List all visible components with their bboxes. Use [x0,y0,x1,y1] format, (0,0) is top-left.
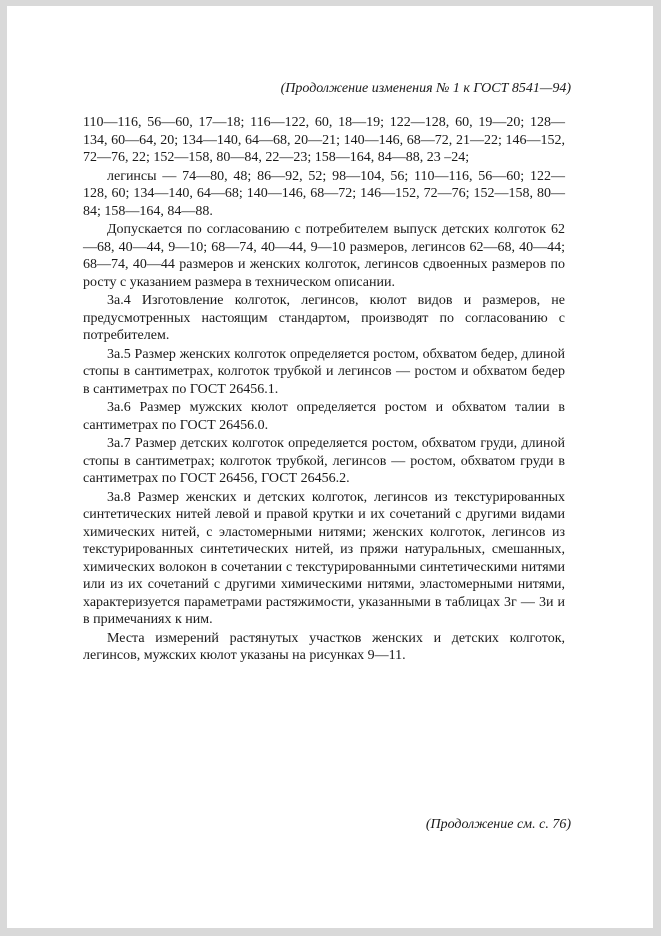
leggings-sizes-paragraph: легинсы — 74—80, 48; 86—92, 52; 98—104, 56; 110—116, 56—60; 122—128, 60; 134—140, 64—68; 140—146, 68—72; 146—152, 72—76; 152—158, 80—84; 158—164, 84—88. [83,168,565,219]
clause-3a5: 3а.5 Размер женских колготок определяется ростом, обхватом бедер, длиной стопы в сантиметрах, колготок трубкой и легинсов — ростом и обхватом бедер в сантиметрах по ГОСТ 26456.1. [83,346,565,397]
document-body [83,114,565,666]
size-list-continuation: 110—116, 56—60, 17—18; 116—122, 60, 18—19; 122—128, 60, 19—20; 128—134, 60—64, 20; 134—140, 64—68, 20—21; 140—146, 68—72, 21—22; 146—152, 72—76, 22; 152—158, 80—84, 22—23; 158—164, 84—88, 23 –24; [83,115,565,165]
page-footer: (Продолжение см. с. 76) [425,817,571,832]
measurement-places-paragraph: Места измерений растянутых участков женских и детских колготок, легинсов, мужских кюлот указаны на рисунках 9—11. [83,630,565,663]
clause-3a7: 3а.7 Размер детских колготок определяется ростом, обхватом груди, длиной стопы в сантиметрах; колготок трубкой, легинсов — ростом, обхватом груди в сантиметрах по ГОСТ 26456, ГОСТ 26456.2. [83,436,565,486]
allowed-sizes-paragraph: Допускается по согласованию с потребителем выпуск детских колготок 62—68, 40—44, 9—10; 68—74, 40—44, 9—10 размеров, легинсов 62—68, 40—44; 68—74, 40—44 размеров и женских колготок, легинсов сдвоенных размеров по росту с указанием размера в техническом описании. [83,222,565,290]
clause-3a6: 3а.6 Размер мужских кюлот определяется ростом и обхватом талии в сантиметрах по ГОСТ 26456.0. [83,400,565,433]
clause-3a4: 3а.4 Изготовление колготок, легинсов, кюлот видов и размеров, не предусмотренных настоящим стандартом, производят по согласованию с потребителем. [83,293,565,343]
clause-3a8: 3а.8 Размер женских и детских колготок, легинсов из текстурированных синтетических нитей левой и правой крутки и их сочетаний с другими видами химических нитей, с эластомерными нитями; женских колготок, легинсов из текстурированных синтетических нитей, из пряжи натуральных, смешанных, химических волокон в сочетании с текстурированными синтетическими нитями или из их сочетаний с другими химическими нитями, эластомерными нитями, характеризуется параметрами растяжимости, указанными в таблицах 3г — 3и и в примечаниях к ним. [83,489,565,627]
page-header: (Продолжение изменения № 1 к ГОСТ 8541—94) [280,81,571,96]
